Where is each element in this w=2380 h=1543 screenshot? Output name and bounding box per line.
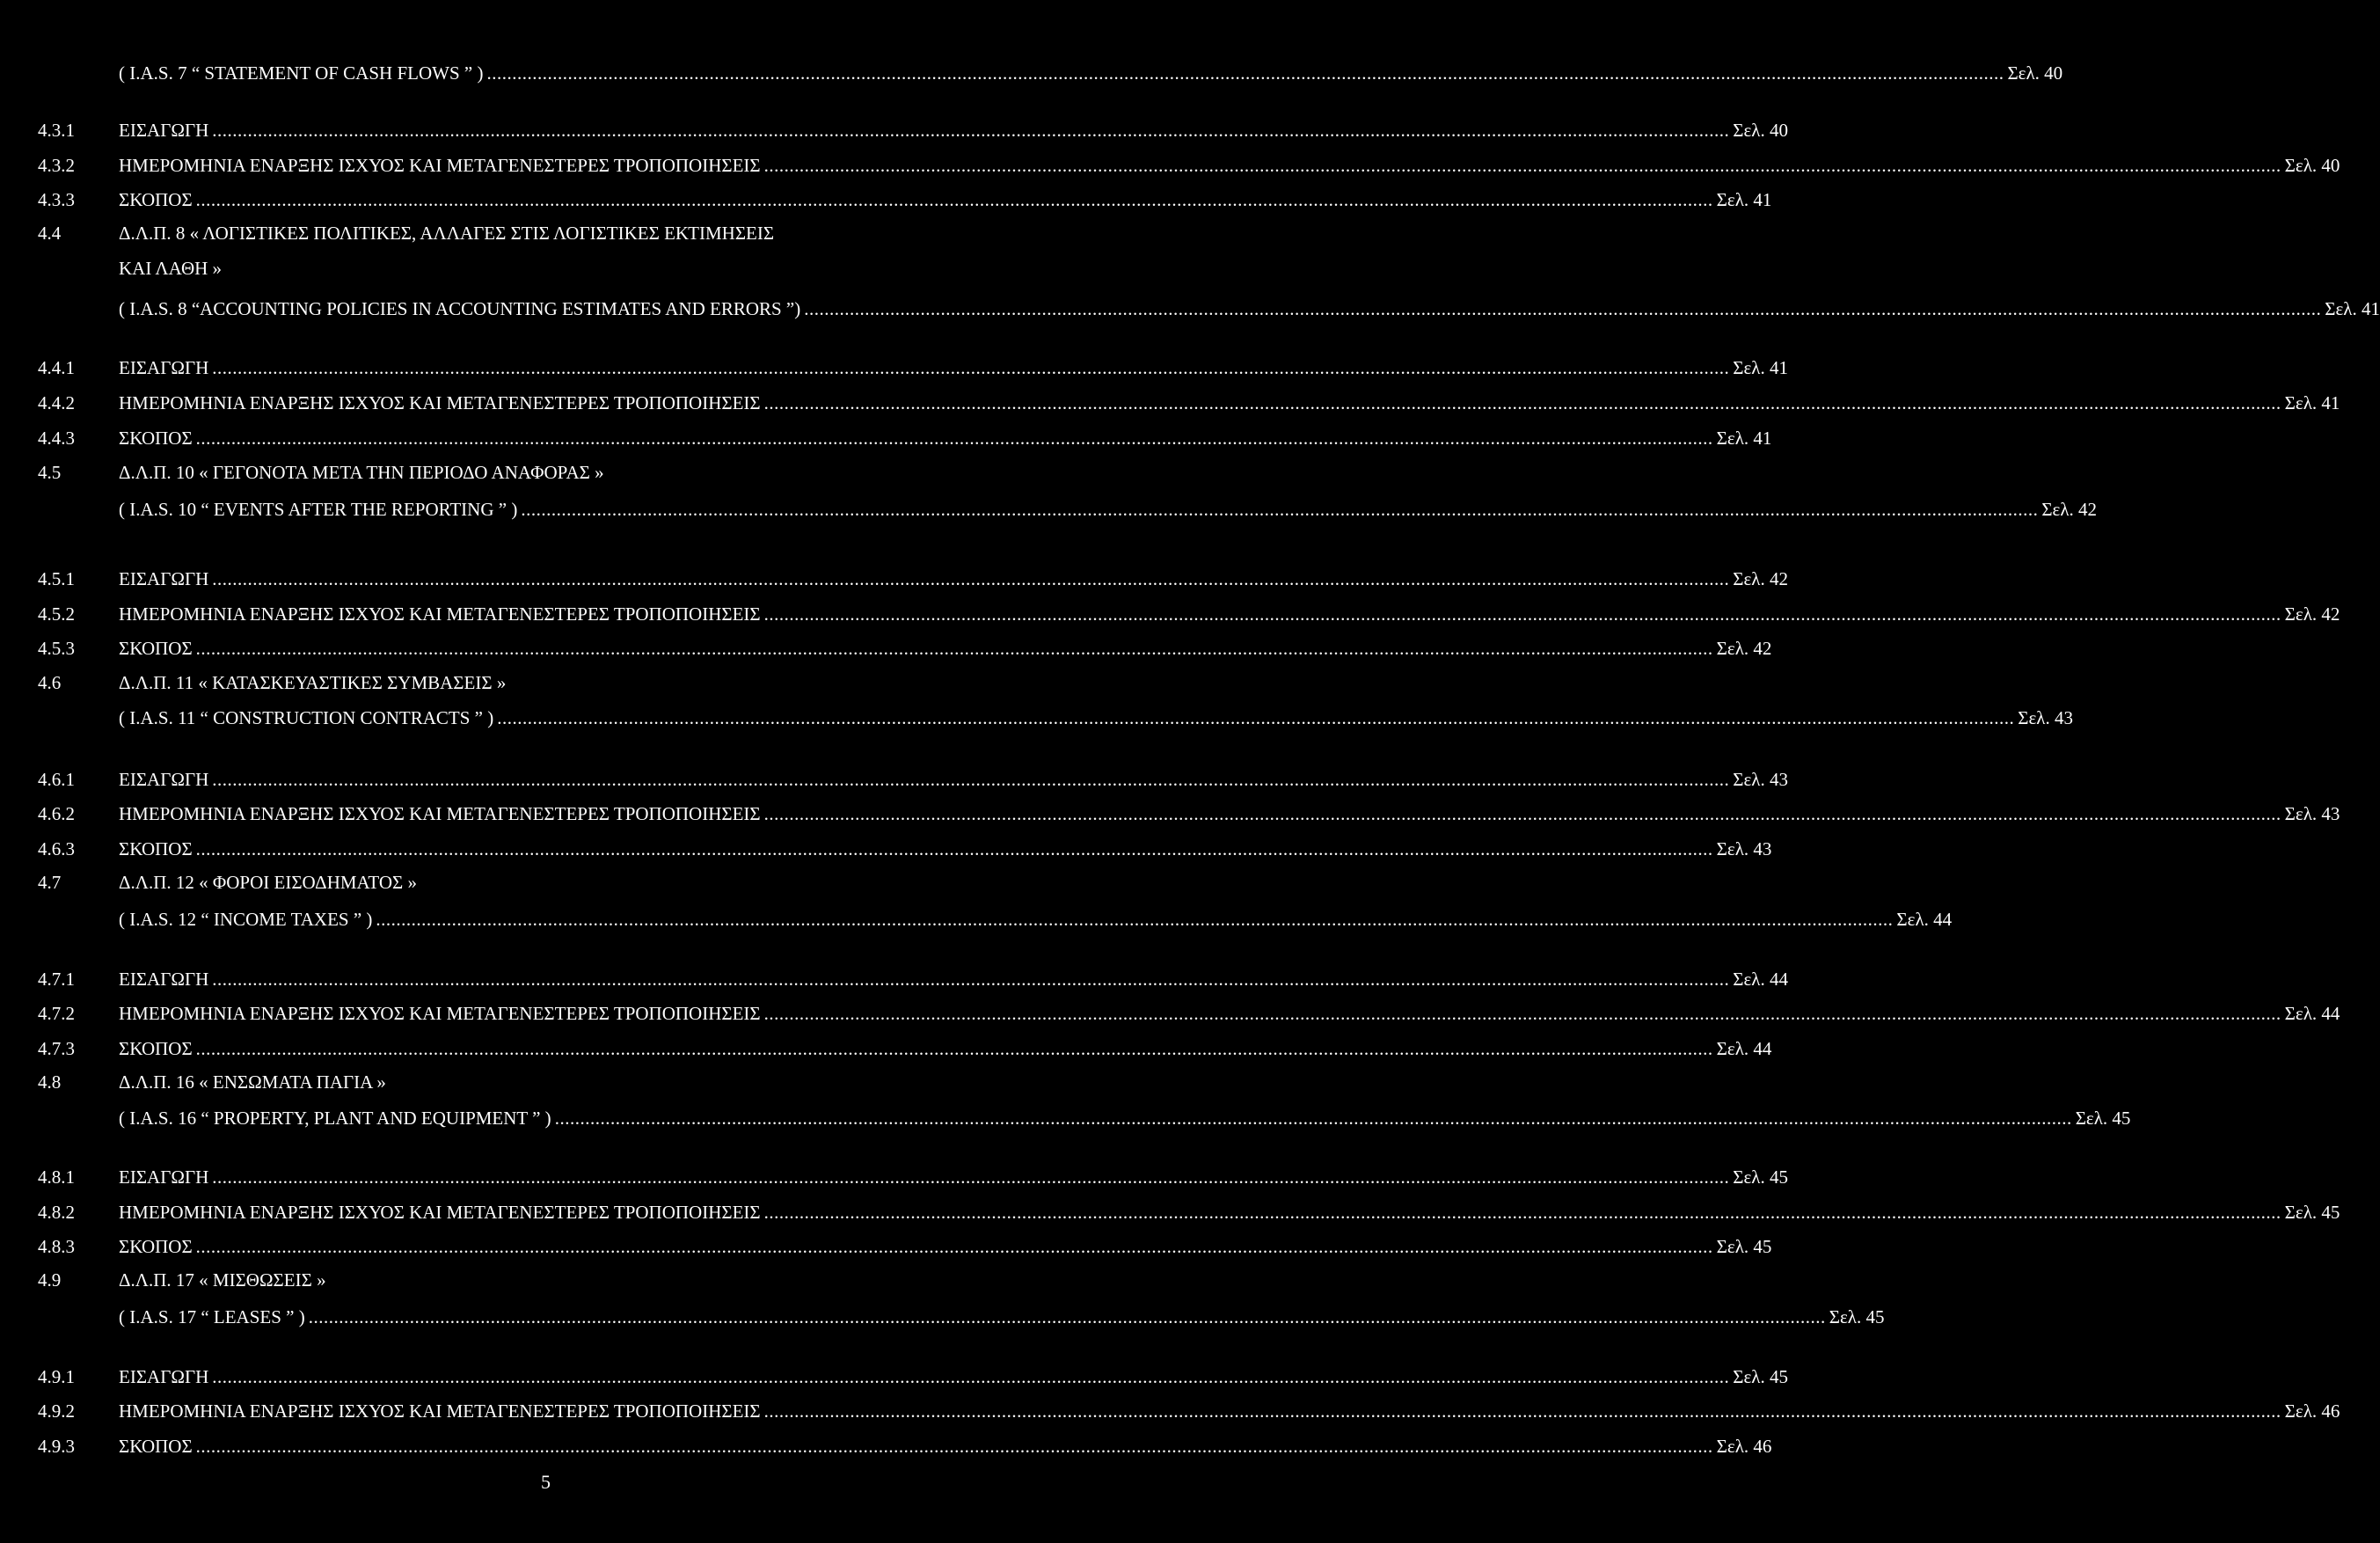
toc-section-number: 4.4 xyxy=(38,223,62,244)
toc-section-number: 4.4.2 xyxy=(38,392,75,413)
toc-section-number: 4.3.3 xyxy=(38,189,75,210)
toc-section-number: 4.9.2 xyxy=(38,1400,75,1422)
toc-leader-dots: ............................................................................................................................................................................................................................................................................................................ xyxy=(212,568,1730,589)
toc-leader-dots: ............................................................................................................................................................................................................................................................................................................ xyxy=(763,603,2281,625)
toc-page-ref: Σελ. 44 xyxy=(2284,1003,2340,1024)
toc-page-ref: Σελ. 40 xyxy=(1733,120,1788,141)
toc-page-ref: Σελ. 43 xyxy=(1733,769,1788,790)
toc-page-ref: Σελ. 44 xyxy=(1716,1038,1772,1059)
toc-section-number: 4.5.3 xyxy=(38,638,75,659)
toc-leader-dots: ............................................................................................................................................................................................................................................................................................................ xyxy=(763,1202,2281,1223)
toc-section-number: 4.7.2 xyxy=(38,1003,75,1024)
toc-section-title: Δ.Λ.Π. 17 « ΜΙΣΘΩΣΕΙΣ » xyxy=(119,1269,326,1291)
toc-section-title: Δ.Λ.Π. 10 « ΓΕΓΟΝΟΤΑ ΜΕΤΑ ΤΗΝ ΠΕΡΙΟΔΟ ΑΝΑΦΟΡΑΣ » xyxy=(119,462,604,483)
toc-page-ref: Σελ. 46 xyxy=(1716,1436,1772,1457)
toc-section-title: ΣΚΟΠΟΣ xyxy=(119,189,193,210)
toc-leader-dots: ............................................................................................................................................................................................................................................................................................................ xyxy=(763,392,2281,413)
toc-page-ref: Σελ. 45 xyxy=(1733,1166,1788,1188)
toc-section-title: ΕΙΣΑΓΩΓΗ xyxy=(119,1366,209,1387)
toc-page-ref: Σελ. 41 xyxy=(1716,428,1772,449)
toc-page-ref: Σελ. 45 xyxy=(2075,1108,2131,1129)
toc-section-number: 4.3.2 xyxy=(38,155,75,176)
toc-section-number: 4.8.3 xyxy=(38,1236,75,1257)
toc-page-ref: Σελ. 41 xyxy=(1716,189,1772,210)
toc-leader-dots: ............................................................................................................................................................................................................................................................................................................ xyxy=(497,707,2015,728)
toc-leader-dots: ............................................................................................................................................................................................................................................................................................................ xyxy=(763,803,2281,824)
toc-section-title: ΣΚΟΠΟΣ xyxy=(119,638,193,659)
toc-section-title: ΣΚΟΠΟΣ xyxy=(119,428,193,449)
toc-section-number: 4.6 xyxy=(38,672,62,693)
toc-leader-dots: ............................................................................................................................................................................................................................................................................................................ xyxy=(195,428,1713,449)
toc-leader-dots: ............................................................................................................................................................................................................................................................................................................ xyxy=(212,357,1730,378)
toc-section-title: ΗΜΕΡΟΜΗΝΙΑ ΕΝΑΡΞΗΣ ΙΣΧΥΟΣ ΚΑΙ ΜΕΤΑΓΕΝΕΣΤΕΡΕΣ ΤΡΟΠΟΠΟΙΗΣΕΙΣ xyxy=(119,803,761,824)
toc-section-number: 4.9.3 xyxy=(38,1436,75,1457)
toc-section-title: Δ.Λ.Π. 12 « ΦΟΡΟΙ ΕΙΣΟΔΗΜΑΤΟΣ » xyxy=(119,872,417,893)
toc-page-ref: Σελ. 41 xyxy=(2325,298,2380,319)
toc-page-ref: Σελ. 46 xyxy=(2284,1400,2340,1422)
toc-section-number: 4.8.2 xyxy=(38,1202,75,1223)
toc-page-ref: Σελ. 42 xyxy=(1716,638,1772,659)
toc-section-number: 4.8 xyxy=(38,1071,62,1093)
toc-section-title: ( I.A.S. 12 “ INCOME TAXES ” ) xyxy=(119,909,373,930)
toc-page-ref: Σελ. 42 xyxy=(2284,603,2340,625)
toc-section-title: ( I.A.S. 7 “ STATEMENT OF CASH FLOWS ” ) xyxy=(119,62,484,84)
toc-page-ref: Σελ. 42 xyxy=(2041,499,2098,520)
toc-page-ref: Σελ. 45 xyxy=(1716,1236,1772,1257)
toc-section-title: ΗΜΕΡΟΜΗΝΙΑ ΕΝΑΡΞΗΣ ΙΣΧΥΟΣ ΚΑΙ ΜΕΤΑΓΕΝΕΣΤΕΡΕΣ ΤΡΟΠΟΠΟΙΗΣΕΙΣ xyxy=(119,603,761,625)
toc-leader-dots: ............................................................................................................................................................................................................................................................................................................ xyxy=(763,1003,2281,1024)
toc-leader-dots: ............................................................................................................................................................................................................................................................................................................ xyxy=(521,499,2039,520)
toc-leader-dots: ............................................................................................................................................................................................................................................................................................................ xyxy=(195,838,1713,859)
toc-leader-dots: ............................................................................................................................................................................................................................................................................................................ xyxy=(763,1400,2281,1422)
toc-section-title: ΣΚΟΠΟΣ xyxy=(119,1038,193,1059)
toc-section-title: ( I.A.S. 17 “ LEASES ” ) xyxy=(119,1306,305,1327)
toc-leader-dots: ............................................................................................................................................................................................................................................................................................................ xyxy=(212,120,1730,141)
toc-section-title: ΕΙΣΑΓΩΓΗ xyxy=(119,568,209,589)
toc-section-number: 4.7 xyxy=(38,872,62,893)
toc-section-number: 4.9.1 xyxy=(38,1366,75,1387)
toc-page-ref: Σελ. 40 xyxy=(2284,155,2340,176)
toc-section-number: 4.6.2 xyxy=(38,803,75,824)
toc-section-number: 4.8.1 xyxy=(38,1166,75,1188)
toc-section-number: 4.5.2 xyxy=(38,603,75,625)
toc-section-title: ΗΜΕΡΟΜΗΝΙΑ ΕΝΑΡΞΗΣ ΙΣΧΥΟΣ ΚΑΙ ΜΕΤΑΓΕΝΕΣΤΕΡΕΣ ΤΡΟΠΟΠΟΙΗΣΕΙΣ xyxy=(119,1003,761,1024)
toc-section-title: ΗΜΕΡΟΜΗΝΙΑ ΕΝΑΡΞΗΣ ΙΣΧΥΟΣ ΚΑΙ ΜΕΤΑΓΕΝΕΣΤΕΡΕΣ ΤΡΟΠΟΠΟΙΗΣΕΙΣ xyxy=(119,392,761,413)
toc-leader-dots: ............................................................................................................................................................................................................................................................................................................ xyxy=(195,638,1713,659)
toc-section-title: ( I.A.S. 16 “ PROPERTY, PLANT AND EQUIPMENT ” ) xyxy=(119,1108,551,1129)
toc-page-ref: Σελ. 44 xyxy=(1733,969,1788,990)
toc-page-ref: Σελ. 45 xyxy=(2284,1202,2340,1223)
toc-section-title: ΕΙΣΑΓΩΓΗ xyxy=(119,357,209,378)
toc-leader-dots: ............................................................................................................................................................................................................................................................................................................ xyxy=(195,1436,1713,1457)
toc-leader-dots: ............................................................................................................................................................................................................................................................................................................ xyxy=(804,298,2322,319)
toc-page-ref: Σελ. 42 xyxy=(1733,568,1788,589)
toc-section-number: 4.3.1 xyxy=(38,120,75,141)
toc-section-number: 4.6.1 xyxy=(38,769,75,790)
toc-leader-dots: ............................................................................................................................................................................................................................................................................................................ xyxy=(763,155,2281,176)
toc-section-number: 4.6.3 xyxy=(38,838,75,859)
toc-page-ref: Σελ. 43 xyxy=(2018,707,2073,728)
toc-section-number: 4.7.1 xyxy=(38,969,75,990)
toc-section-title: ΕΙΣΑΓΩΓΗ xyxy=(119,1166,209,1188)
toc-page-ref: Σελ. 43 xyxy=(2284,803,2340,824)
toc-section-number: 4.4.3 xyxy=(38,428,75,449)
toc-section-title: ( I.A.S. 11 “ CONSTRUCTION CONTRACTS ” ) xyxy=(119,707,494,728)
toc-section-number: 4.5.1 xyxy=(38,568,75,589)
toc-leader-dots: ............................................................................................................................................................................................................................................................................................................ xyxy=(486,62,2004,84)
toc-leader-dots: ............................................................................................................................................................................................................................................................................................................ xyxy=(212,769,1730,790)
toc-leader-dots: ............................................................................................................................................................................................................................................................................................................ xyxy=(376,909,1894,930)
toc-section-title: ΕΙΣΑΓΩΓΗ xyxy=(119,120,209,141)
toc-section-title: ΣΚΟΠΟΣ xyxy=(119,1436,193,1457)
toc-section-title: ΚΑΙ ΛΑΘΗ » xyxy=(119,258,223,279)
toc-section-title: ΕΙΣΑΓΩΓΗ xyxy=(119,969,209,990)
toc-section-title: Δ.Λ.Π. 16 « ΕΝΣΩΜΑΤΑ ΠΑΓΙΑ » xyxy=(119,1071,386,1093)
toc-leader-dots: ............................................................................................................................................................................................................................................................................................................ xyxy=(212,969,1730,990)
toc-leader-dots: ............................................................................................................................................................................................................................................................................................................ xyxy=(212,1166,1730,1188)
toc-section-title: ( I.A.S. 10 “ EVENTS AFTER THE REPORTING ” ) xyxy=(119,499,518,520)
toc-section-title: ΣΚΟΠΟΣ xyxy=(119,838,193,859)
toc-section-title: ( I.A.S. 8 “ACCOUNTING POLICIES IN ACCOUNTING ESTIMATES AND ERRORS ”) xyxy=(119,298,801,319)
toc-leader-dots: ............................................................................................................................................................................................................................................................................................................ xyxy=(212,1366,1730,1387)
toc-page-ref: Σελ. 43 xyxy=(1716,838,1772,859)
page-number: 5 xyxy=(541,1471,551,1493)
toc-section-number: 4.5 xyxy=(38,462,62,483)
toc-section-title: ΕΙΣΑΓΩΓΗ xyxy=(119,769,209,790)
toc-leader-dots: ............................................................................................................................................................................................................................................................................................................ xyxy=(195,189,1713,210)
toc-leader-dots: ............................................................................................................................................................................................................................................................................................................ xyxy=(195,1236,1713,1257)
toc-section-title: ΗΜΕΡΟΜΗΝΙΑ ΕΝΑΡΞΗΣ ΙΣΧΥΟΣ ΚΑΙ ΜΕΤΑΓΕΝΕΣΤΕΡΕΣ ΤΡΟΠΟΠΟΙΗΣΕΙΣ xyxy=(119,1202,761,1223)
toc-leader-dots: ............................................................................................................................................................................................................................................................................................................ xyxy=(554,1108,2072,1129)
toc-page-ref: Σελ. 40 xyxy=(2007,62,2063,84)
toc-page-ref: Σελ. 41 xyxy=(2284,392,2340,413)
toc-section-title: Δ.Λ.Π. 11 « ΚΑΤΑΣΚΕΥΑΣΤΙΚΕΣ ΣΥΜΒΑΣΕΙΣ » xyxy=(119,672,507,693)
toc-section-number: 4.9 xyxy=(38,1269,62,1291)
toc-leader-dots: ............................................................................................................................................................................................................................................................................................................ xyxy=(195,1038,1713,1059)
toc-page-ref: Σελ. 44 xyxy=(1896,909,1953,930)
toc-page-ref: Σελ. 45 xyxy=(1829,1306,1885,1327)
toc-section-title: ΗΜΕΡΟΜΗΝΙΑ ΕΝΑΡΞΗΣ ΙΣΧΥΟΣ ΚΑΙ ΜΕΤΑΓΕΝΕΣΤΕΡΕΣ ΤΡΟΠΟΠΟΙΗΣΕΙΣ xyxy=(119,1400,761,1422)
toc-page-ref: Σελ. 45 xyxy=(1733,1366,1788,1387)
toc-leader-dots: ............................................................................................................................................................................................................................................................................................................ xyxy=(308,1306,1826,1327)
toc-section-title: Δ.Λ.Π. 8 « ΛΟΓΙΣΤΙΚΕΣ ΠΟΛΙΤΙΚΕΣ, ΑΛΛΑΓΕΣ ΣΤΙΣ ΛΟΓΙΣΤΙΚΕΣ ΕΚΤΙΜΗΣΕΙΣ xyxy=(119,223,775,244)
toc-section-number: 4.4.1 xyxy=(38,357,75,378)
toc-page-ref: Σελ. 41 xyxy=(1733,357,1788,378)
toc-section-title: ΗΜΕΡΟΜΗΝΙΑ ΕΝΑΡΞΗΣ ΙΣΧΥΟΣ ΚΑΙ ΜΕΤΑΓΕΝΕΣΤΕΡΕΣ ΤΡΟΠΟΠΟΙΗΣΕΙΣ xyxy=(119,155,761,176)
toc-section-number: 4.7.3 xyxy=(38,1038,75,1059)
toc-section-title: ΣΚΟΠΟΣ xyxy=(119,1236,193,1257)
